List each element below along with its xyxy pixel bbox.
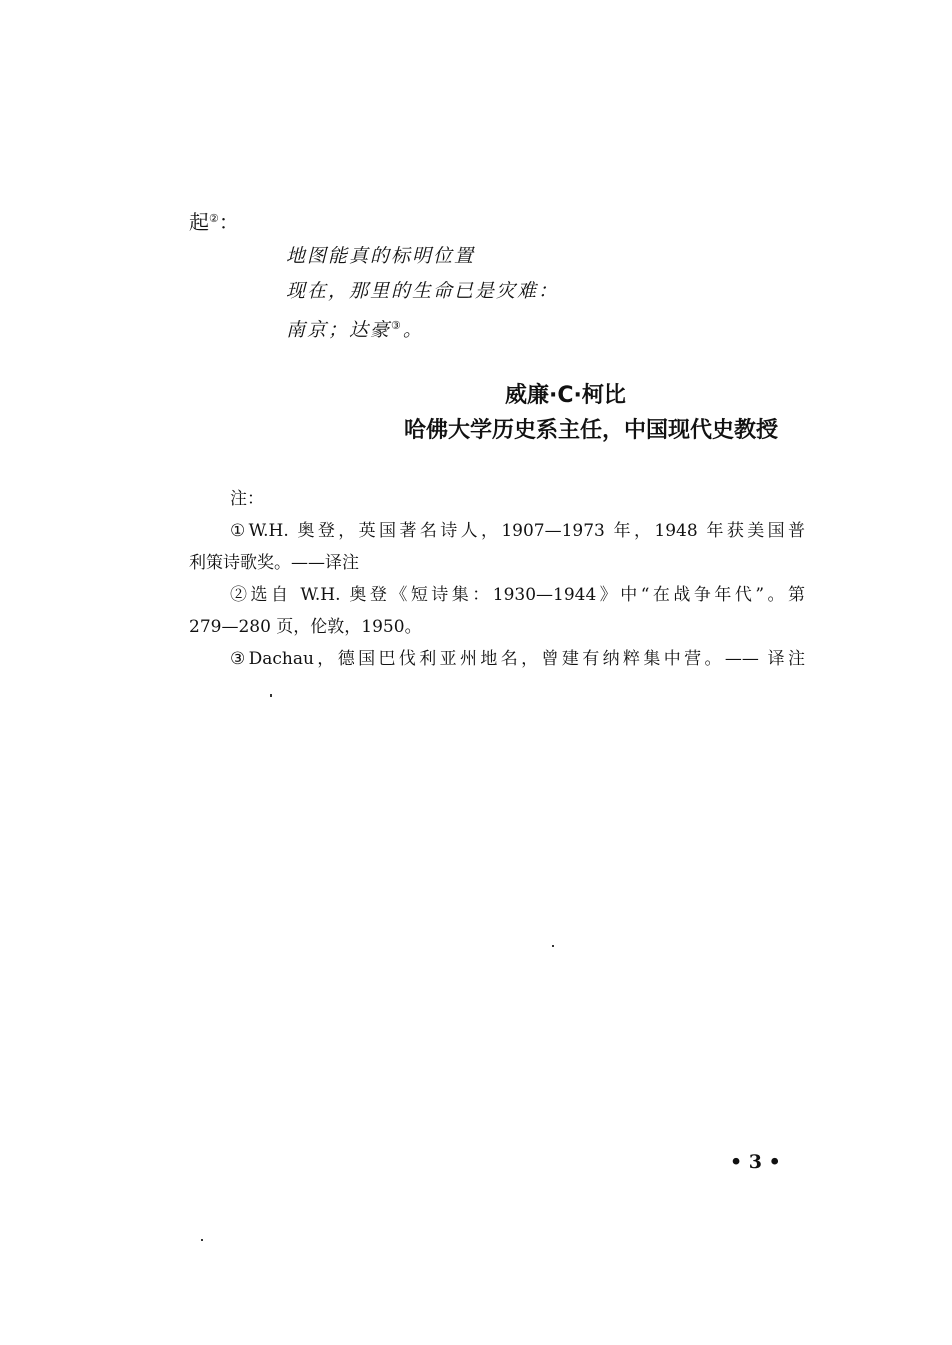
- note-3-line-1: ③Dachau，德国巴伐利亚州地名，曾建有纳粹集中营。—— 译注: [230, 649, 805, 669]
- intro-footnote-ref: ②: [209, 212, 219, 225]
- intro-text: 起: [189, 210, 209, 234]
- note-2-line-2: 279—280 页，伦敦，1950。: [189, 617, 422, 637]
- note-1-line-2: 利策诗歌奖。——译注: [189, 553, 359, 573]
- note-2-line-1: ②选自 W.H. 奥登《短诗集：1930—1944》中“在战争年代”。第: [230, 585, 805, 605]
- poem-line-3-end: 。: [402, 319, 424, 341]
- intro-line: [189, 203, 239, 238]
- scan-speck: [552, 945, 554, 947]
- poem-footnote-ref: ③: [391, 319, 403, 332]
- poem-line-1: 地图能真的标明位置: [286, 245, 476, 267]
- intro-colon: ：: [218, 210, 239, 234]
- poem-line-2: 现在，那里的生命已是灾难：: [286, 280, 560, 302]
- signature-title: 哈佛大学历史系主任，中国现代史教授: [404, 418, 779, 443]
- poem-line-3: [286, 311, 424, 345]
- notes-heading: 注：: [230, 489, 264, 509]
- signature-name: 威廉·C·柯比: [505, 383, 626, 408]
- scan-speck: [270, 694, 272, 697]
- note-1-line-1: ①W.H. 奥登，英国著名诗人，1907—1973 年，1948 年获美国普: [230, 521, 805, 541]
- scan-speck: [201, 1239, 203, 1241]
- page-number: • 3 •: [730, 1151, 781, 1173]
- poem-line-3-text: 南京；达豪: [286, 319, 392, 341]
